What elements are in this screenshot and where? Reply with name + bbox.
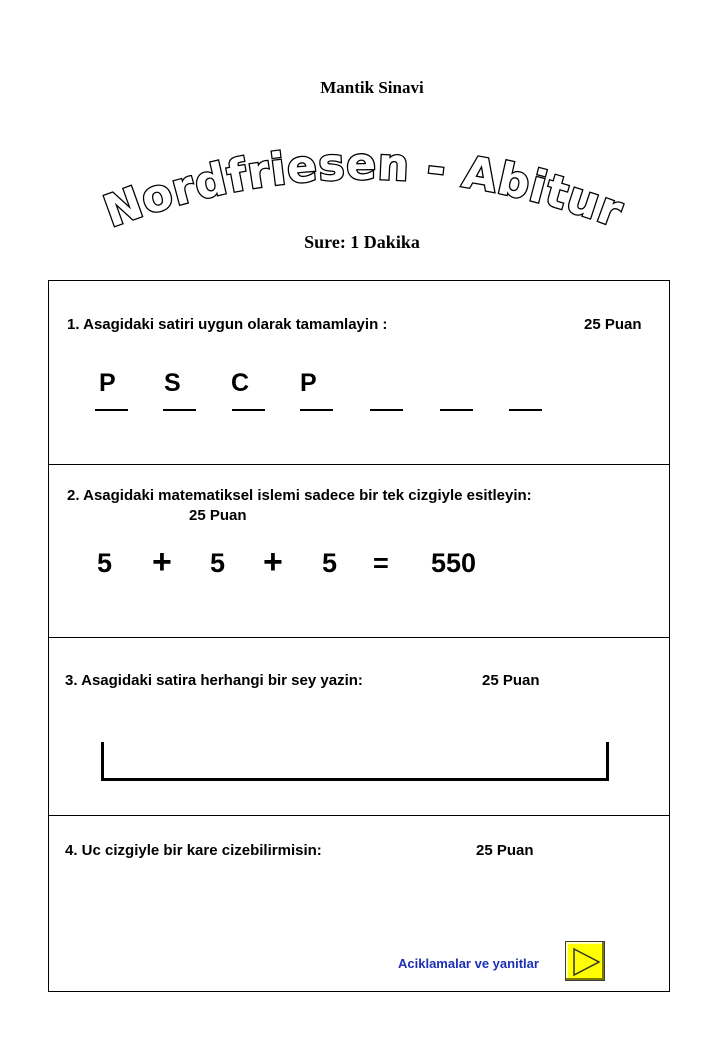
- question-3-points: 25 Puan: [482, 672, 540, 689]
- exam-duration: Sure: 1 Dakika: [304, 232, 420, 252]
- equation-result: 550: [431, 548, 477, 578]
- wordart-title-text: Nordfriesen - Abitur: [97, 138, 630, 238]
- question-4: [49, 815, 669, 993]
- sequence-letter: P: [99, 369, 116, 397]
- question-3: [49, 637, 669, 816]
- equation-number: 5: [322, 548, 338, 578]
- question-2: [49, 464, 669, 638]
- equation-number: 5: [210, 548, 226, 578]
- question-2-points: 25 Puan: [189, 507, 247, 524]
- next-button[interactable]: [565, 941, 605, 981]
- question-4-text: 4. Uc cizgiyle bir kare cizebilirmisin:: [65, 842, 322, 859]
- answer-blank: [509, 409, 542, 411]
- sequence-letter: S: [164, 369, 181, 397]
- play-arrow-icon: [566, 942, 606, 982]
- answer-line-bracket: [101, 742, 609, 781]
- equation-number: 5: [97, 548, 113, 578]
- answer-blank: [370, 409, 403, 411]
- answer-blank: [163, 409, 196, 411]
- question-1-text: 1. Asagidaki satiri uygun olarak tamamlayin :: [67, 316, 388, 333]
- wordart-title: [0, 138, 728, 238]
- question-4-points: 25 Puan: [476, 842, 534, 859]
- answer-blank: [440, 409, 473, 411]
- question-3-text: 3. Asagidaki satira herhangi bir sey yazin:: [65, 672, 363, 689]
- exam-subtitle: Mantik Sinavi: [320, 78, 424, 97]
- sequence-letter: P: [300, 369, 317, 397]
- equation-plus: +: [263, 543, 283, 581]
- answer-blank: [95, 409, 128, 411]
- question-1: [49, 281, 669, 464]
- sequence-letter: C: [231, 369, 250, 397]
- equation-plus: +: [152, 543, 172, 581]
- answer-blank: [232, 409, 265, 411]
- equation-equals: =: [373, 548, 389, 578]
- question-2-text: 2. Asagidaki matematiksel islemi sadece bir tek cizgiyle esitleyin:: [67, 487, 532, 504]
- question-1-points: 25 Puan: [584, 316, 642, 333]
- questions-frame: [48, 280, 670, 992]
- explanations-link[interactable]: Aciklamalar ve yanitlar: [398, 956, 539, 971]
- answer-blank: [300, 409, 333, 411]
